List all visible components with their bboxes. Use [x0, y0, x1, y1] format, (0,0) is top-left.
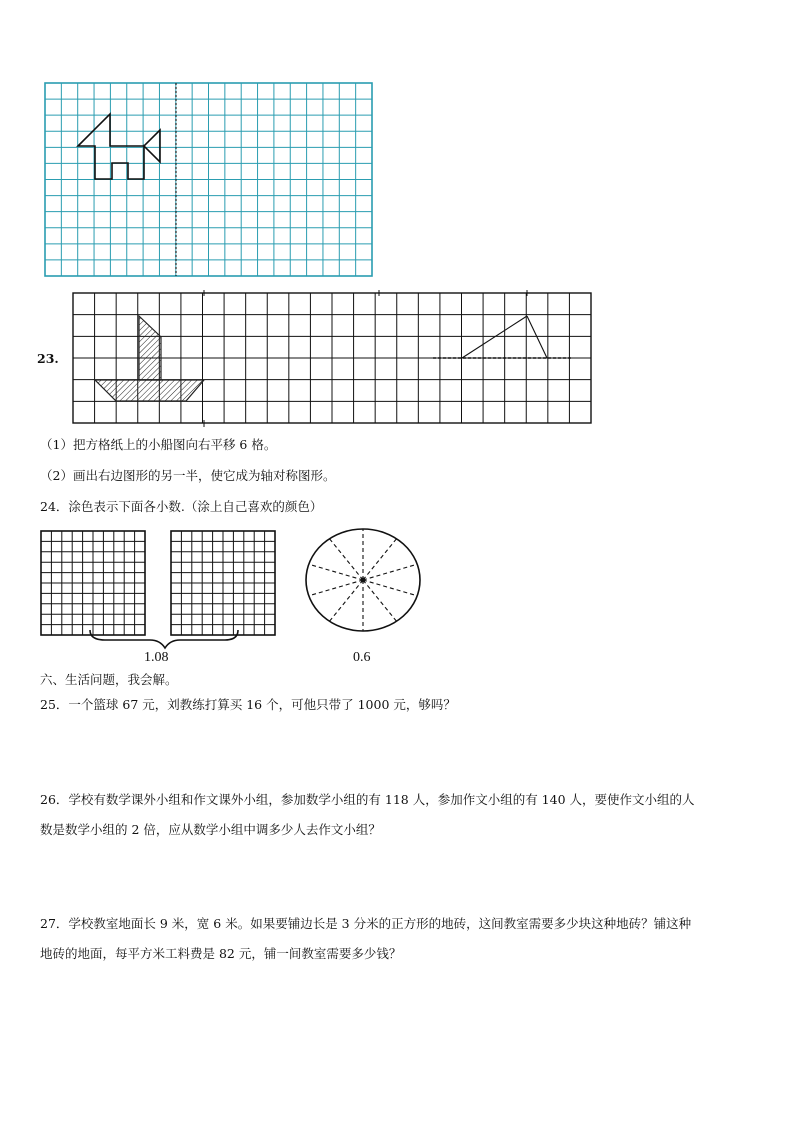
circle-divider-line [363, 580, 417, 596]
hundred-grid-left [41, 531, 145, 635]
q24-instruction: 24．涂色表示下面各小数.（涂上自己喜欢的颜色） [40, 499, 323, 514]
q26-line-2: 数是数学小组的 2 倍，应从数学小组中调多少人去作文小组？ [40, 822, 381, 837]
circle-divider-line [363, 580, 397, 621]
q23-item-2: （2）画出右边图形的另一半，使它成为轴对称图形。 [40, 468, 336, 483]
hundred-grid-right [171, 531, 275, 635]
q26-line-1: 26．学校有数学课外小组和作文课外小组，参加数学小组的有 118 人，参加作文小组的有 140 人，要使作文小组的人 [40, 792, 695, 807]
circle-divider-line [309, 580, 363, 596]
circle-divider-line [363, 539, 397, 580]
label-0-6: 0.6 [353, 650, 371, 665]
circle-divider-line [363, 564, 417, 580]
curly-brace [90, 630, 238, 648]
q27-line-1: 27．学校教室地面长 9 米，宽 6 米。如果要铺边长是 3 分米的正方形的地砖，这间教室需要多少块这种地砖？铺这种 [40, 916, 692, 931]
q23-item-1: （1）把方格纸上的小船图向右平移 6 格。 [40, 437, 277, 452]
circle-divider-line [329, 580, 363, 621]
q27-line-2: 地砖的地面，每平方米工料费是 82 元，铺一间教室需要多少钱？ [40, 946, 402, 961]
q25-text: 25．一个篮球 67 元，刘教练打算买 16 个，可他只带了 1000 元，够吗？ [40, 697, 456, 712]
circle-divider-line [309, 564, 363, 580]
section-6-title: 六、生活问题，我会解。 [40, 672, 178, 687]
label-1-08: 1.08 [144, 650, 169, 665]
circle-center [361, 578, 366, 583]
q23-number: 23. [37, 351, 59, 366]
circle-divider-line [329, 539, 363, 580]
